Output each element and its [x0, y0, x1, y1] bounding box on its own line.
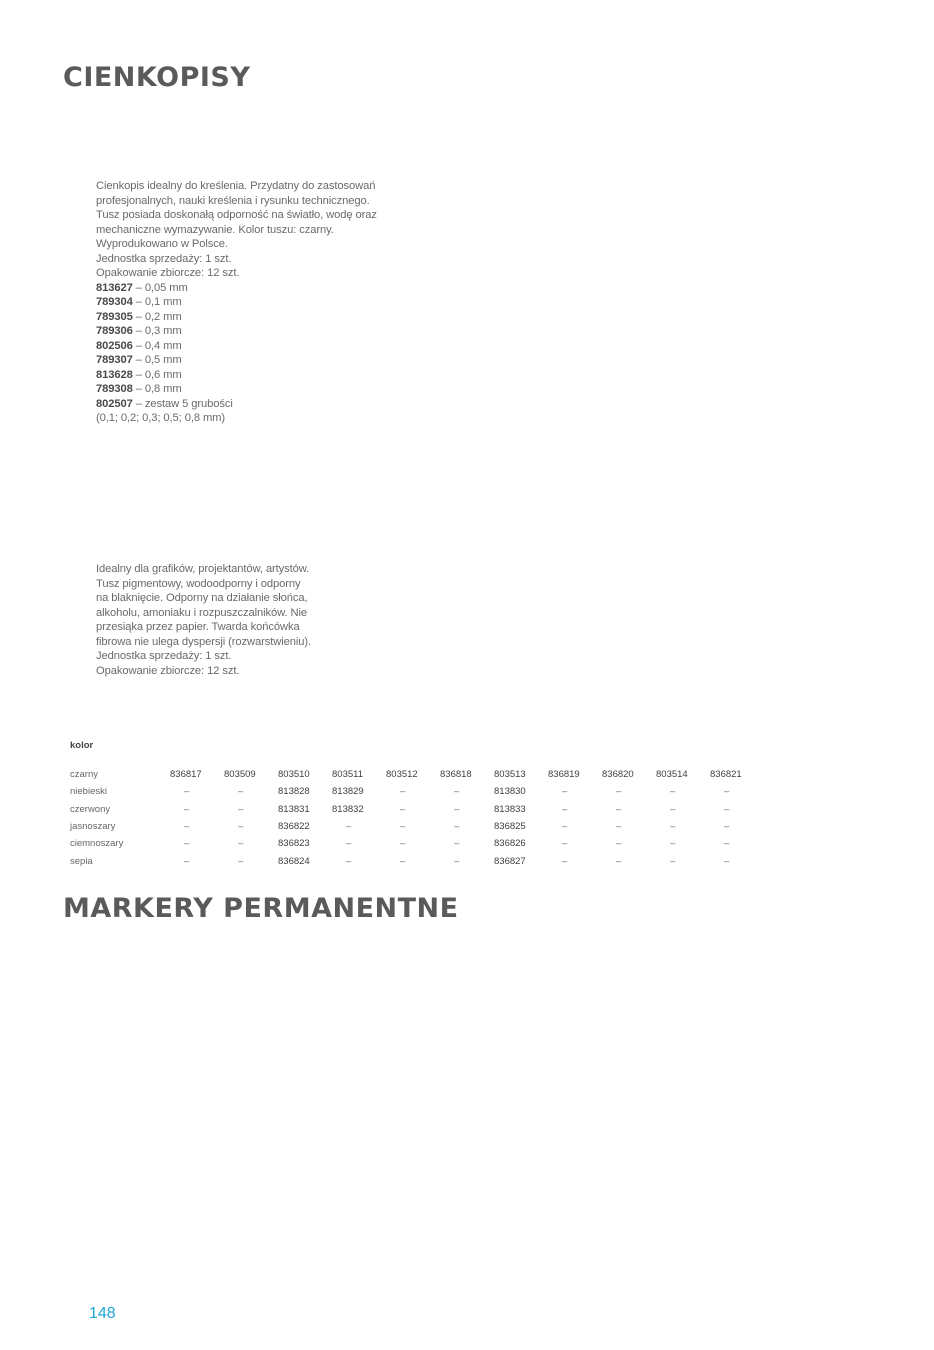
color-name-cell: niebieski — [70, 786, 107, 798]
product-code: 802507 — [96, 397, 133, 410]
description-line: Opakowanie zbiorcze: 12 szt. — [96, 267, 240, 279]
product-code-cell: – — [562, 855, 568, 867]
description-line: przesiąka przez papier. Twarda końcówka — [96, 621, 300, 633]
product-code-cell: – — [616, 838, 622, 850]
product-code-cell: – — [400, 855, 406, 867]
product-code: 813628 — [96, 368, 133, 381]
description-line: Cienkopis idealny do kreślenia. Przydatny do zastosowań — [96, 180, 376, 192]
product-code-cell: – — [184, 803, 190, 815]
description-line: fibrowa nie ulega dyspersji (rozwarstwieniu). — [96, 635, 311, 648]
color-name-cell: ciemnoszary — [70, 838, 124, 850]
table-header-kolor: kolor — [70, 740, 94, 751]
product-code-cell: – — [670, 855, 676, 867]
product-line — [96, 310, 396, 325]
color-name-cell: czerwony — [70, 803, 111, 815]
product-code-cell: 813830 — [494, 786, 526, 798]
product-code: 813627 — [96, 281, 133, 294]
description-line: Jednostka sprzedaży: 1 szt. — [96, 252, 232, 265]
product-code-cell: 803510 — [278, 769, 310, 781]
product-line — [96, 324, 396, 339]
product-code-cell: – — [724, 803, 730, 815]
product-code-cell: 836822 — [278, 821, 310, 833]
liner-description — [96, 562, 336, 678]
product-code-cell: 836826 — [494, 838, 526, 850]
product-code-cell: – — [238, 838, 244, 850]
product-code-cell: – — [616, 855, 622, 867]
product-code: 789304 — [96, 296, 133, 308]
description-line: Wyprodukowano w Polsce. — [96, 238, 228, 250]
product-code-cell: 813832 — [332, 803, 364, 815]
product-size: – 0,4 mm — [132, 339, 182, 352]
product-size: – 0,5 mm — [132, 354, 182, 366]
product-code-cell: – — [184, 838, 190, 850]
cienkopis-description — [96, 179, 396, 426]
table-row — [68, 835, 764, 852]
product-code-cell: 836819 — [548, 769, 580, 781]
page-number: 148 — [89, 1305, 116, 1322]
color-name-cell: sepia — [70, 855, 93, 867]
product-code-cell: 836820 — [602, 769, 634, 781]
description-line: Jednostka sprzedaży: 1 szt. — [96, 650, 232, 662]
product-code-cell: – — [562, 803, 568, 815]
product-code-cell: – — [454, 855, 460, 867]
product-code-cell: 803514 — [656, 769, 688, 781]
table-row — [68, 852, 764, 869]
product-code-cell: – — [724, 838, 730, 850]
product-code-cell: – — [346, 855, 352, 867]
table-row — [68, 818, 764, 835]
product-code: 789306 — [96, 325, 133, 337]
product-code-cell: – — [346, 821, 352, 833]
product-code-cell: – — [184, 855, 190, 867]
product-code-cell: – — [454, 786, 460, 798]
table-row — [68, 783, 764, 800]
product-code-cell: 836818 — [440, 769, 472, 781]
product-code-cell: – — [562, 838, 568, 850]
product-code-cell: – — [670, 838, 676, 850]
product-line — [96, 281, 396, 296]
product-code-cell: – — [670, 821, 676, 833]
product-code-cell: – — [616, 803, 622, 815]
product-code: 789305 — [96, 310, 133, 323]
products-note: (0,1; 0,2; 0,3; 0,5; 0,8 mm) — [96, 412, 226, 424]
product-code-cell: – — [616, 821, 622, 833]
product-size: – 0,3 mm — [132, 325, 182, 337]
product-code-cell: – — [724, 821, 730, 833]
product-size: – 0,8 mm — [132, 383, 182, 395]
product-code-cell: – — [670, 786, 676, 798]
product-code-cell: 836821 — [710, 769, 742, 781]
product-line — [96, 382, 396, 397]
product-code-cell: 813829 — [332, 786, 364, 798]
product-code-cell: – — [238, 803, 244, 815]
product-code-cell: – — [400, 821, 406, 833]
product-code-cell: – — [616, 786, 622, 798]
description-line: Tusz posiada doskonałą odporność na światło, wodę oraz — [96, 209, 377, 221]
product-code-cell: – — [238, 821, 244, 833]
product-size: – 0,05 mm — [132, 281, 188, 294]
product-line — [96, 397, 396, 412]
product-line — [96, 295, 396, 310]
product-code: 789308 — [96, 383, 133, 395]
product-code-cell: 803511 — [332, 769, 363, 781]
table-row — [68, 766, 764, 783]
product-code-cell: – — [400, 786, 406, 798]
product-code-cell: – — [454, 821, 460, 833]
color-name-cell: czarny — [70, 769, 98, 781]
section-title-cienkopisy: CIENKOPISY — [63, 62, 251, 93]
product-code-cell: – — [724, 855, 730, 867]
product-code-cell: 803513 — [494, 769, 526, 781]
product-size: – zestaw 5 grubości — [132, 397, 233, 410]
description-line: profesjonalnych, nauki kreślenia i rysunku technicznego. — [96, 194, 370, 207]
table-row — [68, 801, 764, 818]
product-line — [96, 353, 396, 368]
product-code-cell: – — [454, 803, 460, 815]
product-code-cell: 836823 — [278, 838, 310, 850]
product-code-cell: – — [454, 838, 460, 850]
product-code-cell: – — [400, 838, 406, 850]
product-code-cell: – — [346, 838, 352, 850]
description-line: na blaknięcie. Odporny na działanie słońca, — [96, 592, 308, 604]
product-line — [96, 368, 396, 383]
description-line: mechaniczne wymazywanie. Kolor tuszu: czarny. — [96, 223, 334, 236]
product-code-cell: – — [400, 803, 406, 815]
product-line — [96, 339, 396, 354]
product-code-cell: – — [670, 803, 676, 815]
description-line: Idealny dla grafików, projektantów, artystów. — [96, 563, 310, 575]
product-size: – 0,2 mm — [132, 310, 182, 323]
product-size: – 0,6 mm — [132, 368, 182, 381]
product-code-cell: 836817 — [170, 769, 202, 781]
color-variants-table — [68, 766, 764, 870]
product-code-cell: – — [184, 821, 190, 833]
product-code-cell: – — [238, 855, 244, 867]
product-code-cell: 813828 — [278, 786, 310, 798]
product-code: 789307 — [96, 354, 133, 366]
description-line: Tusz pigmentowy, wodoodporny i odporny — [96, 577, 301, 590]
product-code-cell: 813831 — [278, 803, 310, 815]
description-line: alkoholu, amoniaku i rozpuszczalników. Nie — [96, 606, 307, 619]
product-size: – 0,1 mm — [132, 296, 182, 308]
product-code-cell: 803509 — [224, 769, 256, 781]
color-name-cell: jasnoszary — [70, 821, 116, 833]
product-code-cell: – — [562, 821, 568, 833]
section-title-markery: MARKERY PERMANENTNE — [63, 893, 459, 924]
product-code-cell: – — [238, 786, 244, 798]
product-code-cell: 836825 — [494, 821, 526, 833]
product-code-cell: – — [184, 786, 190, 798]
product-code-cell: 803512 — [386, 769, 418, 781]
product-code-cell: – — [724, 786, 730, 798]
description-line: Opakowanie zbiorcze: 12 szt. — [96, 664, 240, 677]
product-code-cell: – — [562, 786, 568, 798]
product-code: 802506 — [96, 339, 133, 352]
product-code-cell: 836824 — [278, 855, 310, 867]
product-code-cell: 836827 — [494, 855, 526, 867]
product-code-cell: 813833 — [494, 803, 526, 815]
